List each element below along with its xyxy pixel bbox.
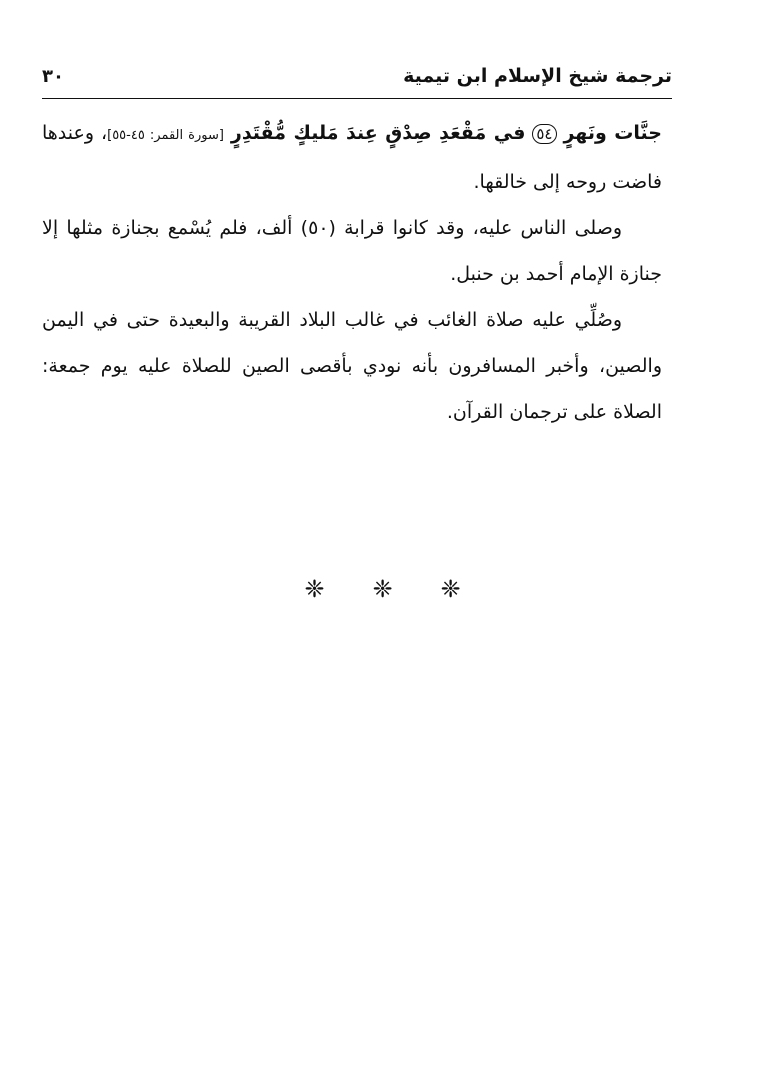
star-ornament-icon: ❈: [372, 575, 393, 603]
star-ornament-icon: ❈: [304, 575, 325, 603]
page-number: ٣٠: [42, 65, 64, 87]
surah-citation: [سورة القمر: ٤٥-٥٥]: [107, 128, 224, 143]
paragraph-absentee-prayer: [42, 297, 662, 435]
quran-verse: جنَّات ونَهرٍ: [563, 122, 662, 144]
star-ornament-icon: ❈: [440, 575, 461, 603]
section-divider: [0, 575, 765, 603]
paragraph-text: وصلى الناس عليه، وقد كانوا قرابة (٥٠) ألف، فلم يُسْمع بجنازة مثلها إلا جنازة الإمام أحمد بن حنبل.: [42, 217, 662, 285]
header-rule: [42, 98, 672, 99]
paragraph-text: وصُلِّي عليه صلاة الغائب في غالب البلاد القريبة والبعيدة حتى في اليمن والصين، وأخبر المسافرون بأنه نودي بأقصى الصين للصلاة عليه يوم جمعة: الصلاة على ترجمان القرآن.: [42, 309, 662, 423]
running-header: [42, 58, 672, 94]
paragraph-text: ، وعندها فاضت روحه إلى خالقها.: [42, 122, 662, 193]
running-title: ترجمة شيخ الإسلام ابن تيمية: [403, 65, 672, 87]
paragraph-funeral: [42, 205, 662, 297]
verse-number-marker: ٥٤: [532, 124, 556, 144]
quran-verse-continued: في مَقْعَدِ صِدْقٍ عِندَ مَليكٍ مُّقْتَدِرٍ: [230, 122, 526, 144]
paragraph-quran-ending: [42, 110, 662, 205]
body-text: [42, 110, 662, 435]
